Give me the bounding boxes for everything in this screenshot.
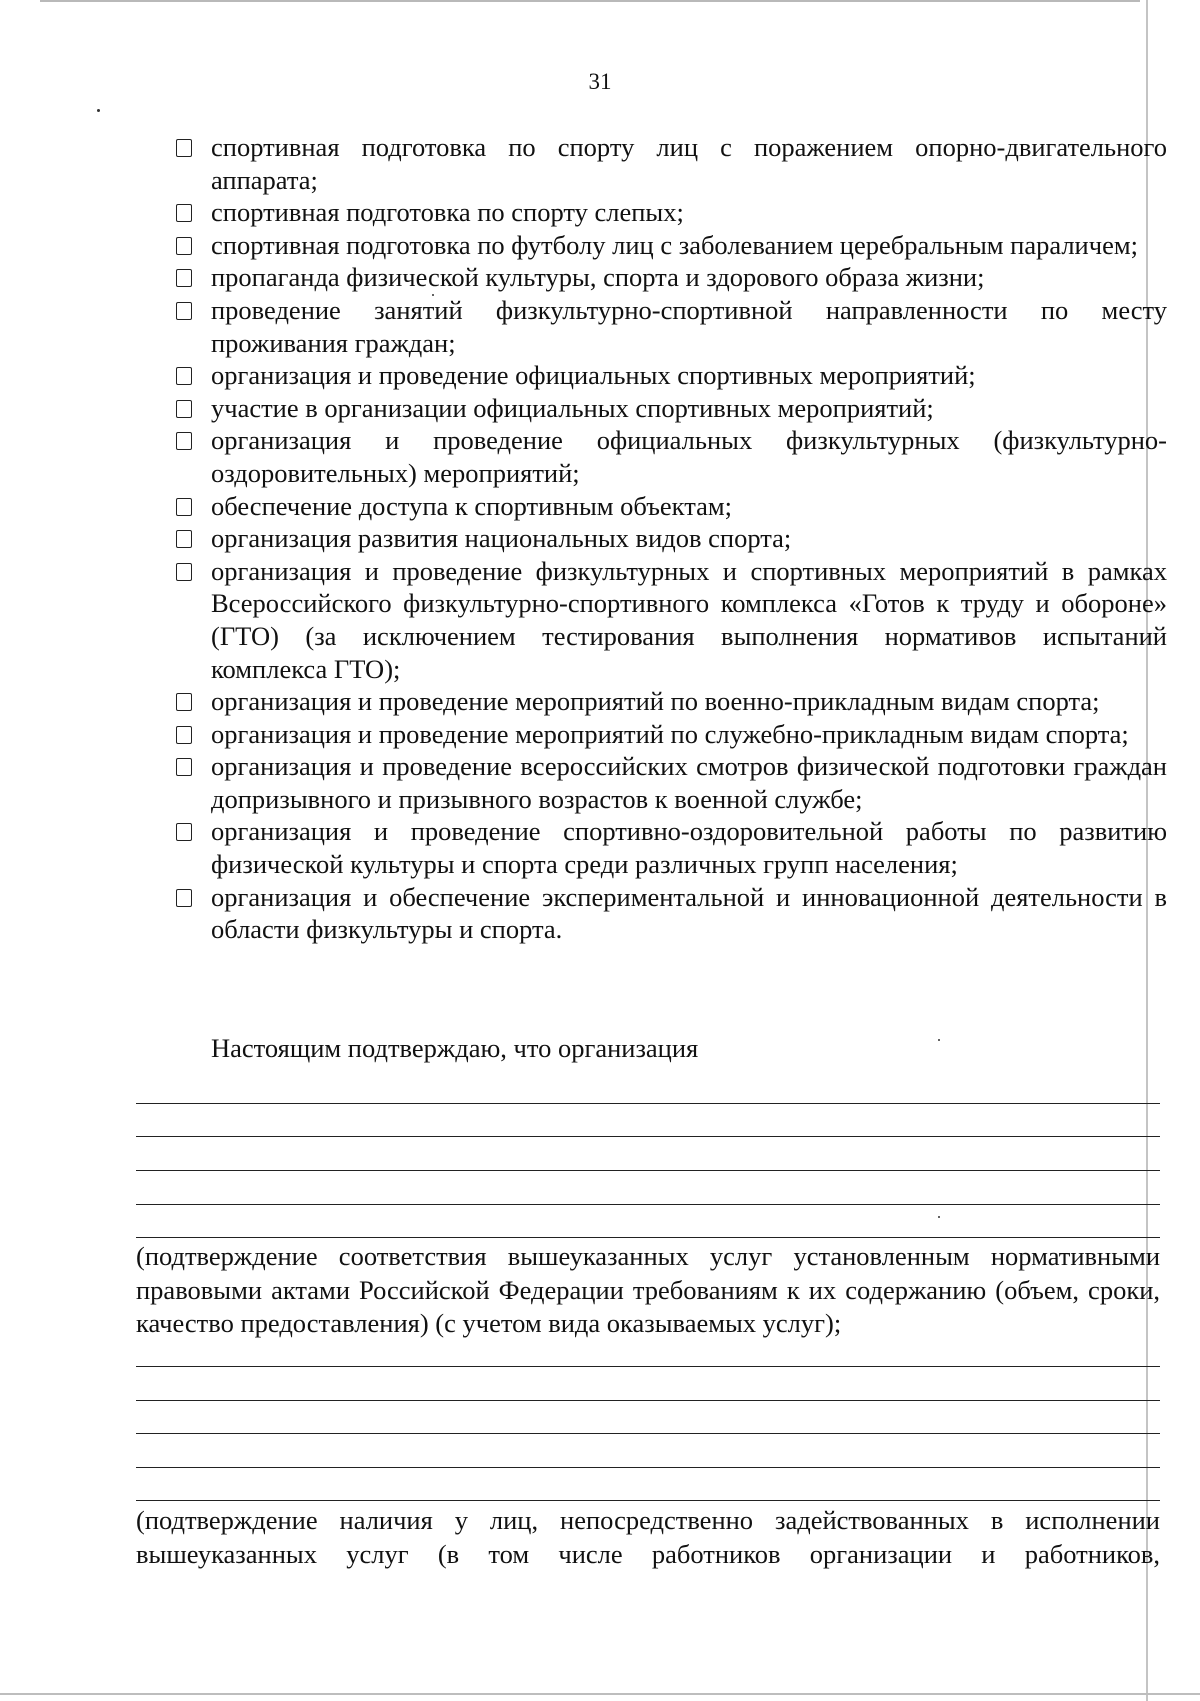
blank-fill-line <box>136 1237 1160 1238</box>
checkbox-icon <box>176 367 192 385</box>
blank-fill-line <box>136 1136 1160 1137</box>
list-item-text: организация и проведение мероприятий по военно-прикладным видам спорта; <box>211 686 1100 717</box>
checkbox-icon <box>176 302 192 320</box>
page-number: 31 <box>588 69 612 94</box>
confirmation-note: (подтверждение наличия у лиц, непосредственно задействованных в исполнении вышеуказанных услуг (в том числе работников организации и работников, <box>136 1505 1160 1569</box>
scan-speck <box>938 1039 940 1041</box>
list-item <box>172 750 1167 815</box>
list-item-text: организация и проведение всероссийских смотров физической подготовки граждан допризывного и призывного возрастов к военной службе; <box>211 751 1167 814</box>
list-item <box>172 718 1167 751</box>
list-item <box>172 685 1167 718</box>
blank-fill-line <box>136 1467 1160 1468</box>
blank-fill-line <box>136 1500 1160 1501</box>
confirmation-intro: Настоящим подтверждаю, что организация <box>211 1033 699 1063</box>
checkbox-icon <box>176 823 192 841</box>
list-item-text: организация и проведение спортивно-оздоровительной работы по развитию физической культуры и спорта среди различных групп населения; <box>211 816 1167 880</box>
list-item <box>172 815 1167 880</box>
checkbox-icon <box>176 758 192 776</box>
list-item-text: обеспечение доступа к спортивным объектам; <box>211 490 733 521</box>
list-item <box>172 881 1167 946</box>
blank-fill-line <box>136 1170 1160 1171</box>
list-item <box>172 522 1167 555</box>
blank-fill-line <box>136 1103 1160 1104</box>
list-item-text: организация и обеспечение экспериментальной и инновационной деятельности в области физкультуры и спорта. <box>211 881 1167 945</box>
list-item-text: спортивная подготовка по спорту лиц с поражением опорно-двигательного аппарата; <box>211 132 1167 195</box>
blank-fill-line <box>136 1366 1160 1367</box>
list-item-text: организация развития национальных видов спорта; <box>211 523 792 554</box>
list-item-text: участие в организации официальных спортивных мероприятий; <box>211 392 934 423</box>
list-item-text: организация и проведение физкультурных и спортивных мероприятий в рамках Всероссийского физкультурно-спортивного комплекса «Готов к труду и обороне» (ГТО) (за исключением тестирования выполнения нормативов испытаний комплекса ГТО); <box>211 555 1167 684</box>
list-item <box>172 490 1167 523</box>
services-checklist <box>172 131 1167 946</box>
list-item-text: пропаганда физической культуры, спорта и здорового образа жизни; <box>211 262 985 293</box>
list-item <box>172 392 1167 425</box>
blank-fill-line <box>136 1400 1160 1401</box>
list-item <box>172 261 1167 294</box>
checkbox-icon <box>176 269 192 287</box>
list-item-text: организация и проведение официальных спортивных мероприятий; <box>211 360 976 391</box>
list-item <box>172 131 1167 196</box>
confirmation-note: (подтверждение соответствия вышеуказанных услуг установленным нормативными правовыми актами Российской Федерации требованиям к их содержанию (объем, сроки, качество предоставления) (с учетом вида оказываемых услуг); <box>136 1241 1160 1338</box>
list-item <box>172 359 1167 392</box>
checkbox-icon <box>176 563 192 581</box>
scan-edge-top <box>40 0 1140 10</box>
checkbox-icon <box>176 139 192 157</box>
list-item-text: организация и проведение официальных физкультурных (физкультурно-оздоровительных) мероприятий; <box>211 425 1167 488</box>
checkbox-icon <box>176 498 192 516</box>
checkbox-icon <box>176 204 192 222</box>
checkbox-icon <box>176 400 192 418</box>
list-item <box>172 229 1167 262</box>
list-item-text: проведение занятий физкультурно-спортивной направленности по месту проживания граждан; <box>211 294 1167 358</box>
checkbox-icon <box>176 889 192 907</box>
checkbox-icon <box>176 530 192 548</box>
scan-speck <box>97 109 100 112</box>
checkbox-icon <box>176 726 192 744</box>
blank-fill-line <box>136 1433 1160 1434</box>
list-item <box>172 555 1167 685</box>
list-item-text: организация и проведение мероприятий по служебно-прикладным видам спорта; <box>211 718 1129 749</box>
checkbox-icon <box>176 693 192 711</box>
checkbox-icon <box>176 432 192 450</box>
checkbox-icon <box>176 237 192 255</box>
list-item <box>172 294 1167 359</box>
list-item-text: спортивная подготовка по спорту слепых; <box>211 197 684 228</box>
list-item <box>172 196 1167 229</box>
blank-fill-line <box>136 1204 1160 1205</box>
scan-speck <box>938 1216 940 1218</box>
scan-edge-bottom <box>0 1693 1200 1695</box>
list-item <box>172 424 1167 489</box>
list-item-text: спортивная подготовка по футболу лиц с заболеванием церебральным параличем; <box>211 229 1138 260</box>
